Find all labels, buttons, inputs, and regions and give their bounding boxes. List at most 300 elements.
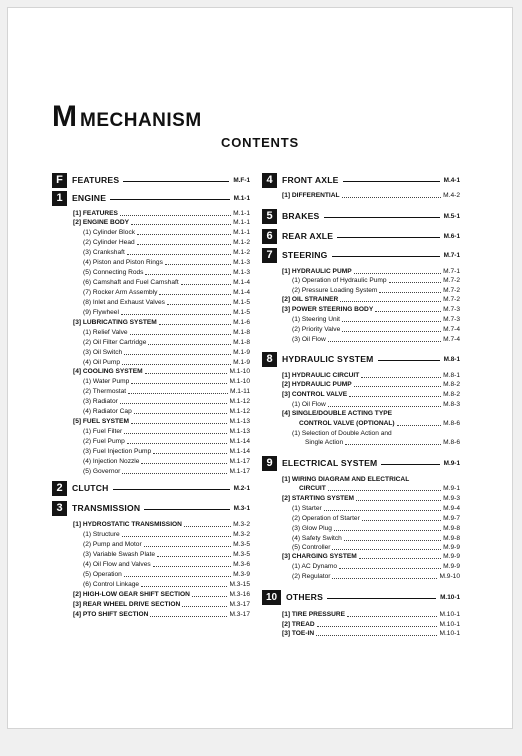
entry-label: [3] CHARGING SYSTEM — [282, 553, 357, 560]
entry-page-ref: M.8-6 — [443, 439, 460, 446]
toc-entry[interactable] — [83, 238, 250, 247]
entry-label: [4] COOLING SYSTEM — [73, 368, 143, 375]
toc-entry[interactable] — [292, 514, 460, 523]
entry-page-ref: M.1-5 — [233, 299, 250, 306]
toc-entry[interactable] — [282, 191, 460, 200]
entry-page-ref: M.9-8 — [443, 525, 460, 532]
section-number-badge: 2 — [52, 481, 67, 496]
toc-entry[interactable] — [83, 358, 250, 367]
dot-leader — [150, 616, 227, 617]
toc-entry[interactable] — [299, 484, 460, 493]
entry-page-ref: M.1-1 — [233, 219, 250, 226]
dot-leader — [159, 324, 231, 325]
toc-entry[interactable] — [282, 610, 460, 619]
section-page-ref: M.5-1 — [443, 212, 460, 220]
entry-label: (2) Regulator — [292, 573, 331, 580]
entry-page-ref: M.8-3 — [443, 401, 460, 408]
entry-label: (3) Glow Plug — [292, 525, 332, 532]
dot-leader — [127, 254, 231, 255]
entry-page-ref: M.7-3 — [443, 316, 460, 323]
toc-section[interactable] — [52, 500, 250, 516]
entry-label: (1) Cylinder Block — [83, 229, 136, 236]
entry-label: [1] TIRE PRESSURE — [282, 611, 346, 618]
section-page-ref: M.10-1 — [440, 593, 460, 601]
entry-page-ref: M.10-1 — [439, 611, 460, 618]
dot-leader — [361, 377, 441, 378]
entry-page-ref: M.1-12 — [229, 398, 250, 405]
section-page-ref: M.F-1 — [233, 176, 250, 184]
dot-leader — [157, 556, 231, 557]
dot-leader — [332, 549, 441, 550]
entry-page-ref: M.10-1 — [439, 621, 460, 628]
section-number-badge: 1 — [52, 191, 67, 206]
toc-entry[interactable] — [292, 524, 460, 533]
entry-page-ref: M.1-1 — [233, 229, 250, 236]
entry-page-ref: M.7-2 — [443, 296, 460, 303]
dot-leader — [131, 423, 228, 424]
dot-leader — [182, 606, 227, 607]
toc-section[interactable] — [262, 228, 460, 244]
entry-page-ref: M.3-2 — [233, 531, 250, 538]
dot-leader — [192, 596, 228, 597]
toc-entry[interactable] — [83, 437, 250, 446]
section-title: ELECTRICAL SYSTEM — [282, 458, 378, 468]
section-number-badge: 9 — [262, 456, 277, 471]
section-title: FRONT AXLE — [282, 175, 339, 185]
toc-entry-text — [282, 475, 460, 484]
toc-section[interactable] — [52, 190, 250, 206]
dot-leader — [153, 566, 231, 567]
toc-entry[interactable] — [83, 397, 250, 406]
toc-entry[interactable] — [282, 371, 460, 380]
entry-label: (1) Starter — [292, 505, 322, 512]
entry-label: [1] WIRING DIAGRAM AND ELECTRICAL — [282, 476, 410, 483]
entry-page-ref: M.1-9 — [233, 359, 250, 366]
entry-page-ref: M.1-3 — [233, 259, 250, 266]
toc-entry-text — [292, 429, 460, 438]
leader-rule — [381, 464, 439, 465]
entry-label: [2] TREAD — [282, 621, 315, 628]
toc-entry[interactable] — [282, 494, 460, 503]
toc-section[interactable] — [262, 455, 460, 471]
entry-page-ref: M.9-3 — [443, 495, 460, 502]
dot-leader — [131, 224, 231, 225]
dot-leader — [342, 321, 441, 322]
dot-leader — [328, 341, 441, 342]
entry-page-ref: M.9-9 — [443, 544, 460, 551]
dot-leader — [332, 578, 437, 579]
entry-page-ref: M.1-10 — [229, 368, 250, 375]
leader-rule — [144, 509, 229, 510]
section-number-badge: F — [52, 173, 67, 188]
toc-entry[interactable] — [83, 540, 250, 549]
dot-leader — [121, 314, 231, 315]
entry-label: [3] LUBRICATING SYSTEM — [73, 319, 157, 326]
entry-page-ref: M.1-14 — [229, 438, 250, 445]
toc-entry[interactable] — [83, 298, 250, 307]
section-page-ref: M.7-1 — [443, 251, 460, 259]
toc-entry[interactable] — [83, 308, 250, 317]
entry-page-ref: M.1-5 — [233, 309, 250, 316]
dot-leader — [379, 292, 441, 293]
section-page-ref: M.4-1 — [443, 176, 460, 184]
entry-label: [1] HYDRAULIC CIRCUIT — [282, 372, 360, 379]
entry-label: [3] CONTROL VALVE — [282, 391, 348, 398]
entry-page-ref: M.1-4 — [233, 289, 250, 296]
entry-page-ref: M.9-8 — [443, 535, 460, 542]
entry-page-ref: M.1-2 — [233, 239, 250, 246]
dot-leader — [397, 425, 442, 426]
entry-label: (5) Connecting Rods — [83, 269, 144, 276]
entry-page-ref: M.3-5 — [233, 551, 250, 558]
toc-entry[interactable] — [83, 570, 250, 579]
entry-page-ref: M.1-8 — [233, 329, 250, 336]
dot-leader — [144, 546, 232, 547]
entry-label: [2] HIGH-LOW GEAR SHIFT SECTION — [73, 591, 190, 598]
dot-leader — [316, 635, 437, 636]
toc-entry[interactable] — [83, 427, 250, 436]
entry-label: (1) Oil Flow — [292, 401, 326, 408]
dot-leader — [131, 383, 227, 384]
dot-leader — [356, 500, 441, 501]
entry-page-ref: M.8-1 — [443, 372, 460, 379]
toc-section[interactable] — [52, 480, 250, 496]
toc-section[interactable] — [52, 172, 250, 188]
entry-page-ref: M.3-5 — [233, 541, 250, 548]
entry-page-ref: M.8-2 — [443, 381, 460, 388]
dot-leader — [120, 403, 228, 404]
entry-label: (1) Operation of Hydraulic Pump — [292, 277, 387, 284]
section-title: CLUTCH — [72, 483, 109, 493]
dot-leader — [362, 520, 441, 521]
toc-entry[interactable] — [83, 228, 250, 237]
entry-label: [1] HYDROSTATIC TRANSMISSION — [73, 521, 182, 528]
entry-page-ref: M.1-12 — [229, 408, 250, 415]
entry-label: (4) Oil Pump — [83, 359, 121, 366]
toc-entry[interactable] — [73, 520, 250, 529]
entry-label: [2] STARTING SYSTEM — [282, 495, 355, 502]
toc-entry[interactable] — [83, 268, 250, 277]
dot-leader — [359, 558, 441, 559]
entry-label: (4) Safety Switch — [292, 535, 342, 542]
leader-rule — [343, 181, 440, 182]
toc-section[interactable] — [262, 208, 460, 224]
dot-leader — [167, 304, 231, 305]
entry-label: [2] ENGINE BODY — [73, 219, 130, 226]
entry-label: [2] OIL STRAINER — [282, 296, 339, 303]
entry-label: (6) Control Linkage — [83, 581, 140, 588]
entry-page-ref: M.3-17 — [229, 611, 250, 618]
dot-leader — [328, 490, 441, 491]
toc-section[interactable] — [262, 589, 460, 605]
dot-leader — [324, 510, 441, 511]
entry-label: (6) Camshaft and Fuel Camshaft — [83, 279, 179, 286]
entry-page-ref: M.1-10 — [229, 378, 250, 385]
entry-label: (1) Fuel Filter — [83, 428, 123, 435]
section-title: STEERING — [282, 250, 328, 260]
entry-page-ref: M.7-2 — [443, 287, 460, 294]
entry-label: (2) Pressure Loading System — [292, 287, 378, 294]
toc-section[interactable] — [262, 172, 460, 188]
leader-rule — [337, 237, 440, 238]
section-number-badge: 7 — [262, 248, 277, 263]
dot-leader — [349, 396, 441, 397]
toc-entry[interactable] — [83, 387, 250, 396]
entry-label: (4) Radiator Cap — [83, 408, 132, 415]
toc-entry[interactable] — [83, 248, 250, 257]
dot-leader — [342, 197, 442, 198]
section-number-badge: 10 — [262, 590, 281, 605]
dot-leader — [165, 264, 231, 265]
entry-label: (5) Governor — [83, 468, 121, 475]
title-word: MECHANISM — [80, 110, 202, 131]
entry-page-ref: M.7-4 — [443, 326, 460, 333]
entry-label: (1) Structure — [83, 531, 120, 538]
toc-entry[interactable] — [83, 530, 250, 539]
dot-leader — [317, 626, 438, 627]
toc-entry[interactable] — [282, 380, 460, 389]
entry-label: [5] FUEL SYSTEM — [73, 418, 129, 425]
entry-label: (2) Priority Valve — [292, 326, 341, 333]
section-number-badge: 3 — [52, 501, 67, 516]
page-title — [52, 100, 202, 134]
toc-entry[interactable] — [282, 552, 460, 561]
entry-label: [1] DIFFERENTIAL — [282, 192, 340, 199]
entry-page-ref: M.8-2 — [443, 391, 460, 398]
toc-entry[interactable] — [83, 447, 250, 456]
dot-leader — [184, 526, 231, 527]
dot-leader — [120, 215, 231, 216]
entry-label: (8) Inlet and Exhaust Valves — [83, 299, 165, 306]
section-page-ref: M.8-1 — [443, 355, 460, 363]
dot-leader — [347, 616, 437, 617]
toc-section[interactable] — [262, 351, 460, 367]
toc-entry-text — [282, 409, 460, 418]
toc-entry[interactable] — [292, 400, 460, 409]
entry-page-ref: M.1-2 — [233, 249, 250, 256]
entry-page-ref: M.1-17 — [229, 468, 250, 475]
toc-entry[interactable] — [83, 288, 250, 297]
entry-page-ref: M.1-13 — [229, 428, 250, 435]
entry-page-ref: M.3-16 — [229, 591, 250, 598]
entry-label: (3) Oil Switch — [83, 349, 123, 356]
toc-entry[interactable] — [282, 267, 460, 276]
toc-entry[interactable] — [73, 218, 250, 227]
toc-entry[interactable] — [83, 348, 250, 357]
entry-page-ref: M.3-15 — [229, 581, 250, 588]
toc-entry[interactable] — [83, 550, 250, 559]
toc-entry[interactable] — [83, 467, 250, 476]
entry-page-ref: M.4-2 — [443, 192, 460, 199]
entry-page-ref: M.1-13 — [229, 418, 250, 425]
entry-label: (2) Oil Filter Cartridge — [83, 339, 147, 346]
toc-section[interactable] — [262, 247, 460, 263]
entry-page-ref: M.9-9 — [443, 563, 460, 570]
entry-label: [2] HYDRAULIC PUMP — [282, 381, 352, 388]
dot-leader — [128, 393, 228, 394]
entry-page-ref: M.1-9 — [233, 349, 250, 356]
dot-leader — [124, 576, 231, 577]
dot-leader — [137, 244, 231, 245]
entry-label: (2) Pump and Motor — [83, 541, 142, 548]
leader-rule — [327, 598, 436, 599]
entry-page-ref: M.3-17 — [229, 601, 250, 608]
leader-rule — [123, 181, 229, 182]
entry-label: (1) Selection of Double Action and — [292, 430, 392, 437]
toc-entry[interactable] — [73, 318, 250, 327]
entry-page-ref: M.1-11 — [229, 388, 250, 395]
dot-leader — [181, 284, 231, 285]
toc-entry[interactable] — [282, 620, 460, 629]
entry-label: (1) Steering Unit — [292, 316, 341, 323]
entry-page-ref: M.3-6 — [233, 561, 250, 568]
entry-label: [3] REAR WHEEL DRIVE SECTION — [73, 601, 181, 608]
entry-label: (2) Cylinder Head — [83, 239, 135, 246]
toc-entry[interactable] — [83, 407, 250, 416]
entry-page-ref: M.1-6 — [233, 319, 250, 326]
dot-leader — [339, 568, 441, 569]
toc-entry[interactable] — [73, 209, 250, 218]
section-title: TRANSMISSION — [72, 503, 141, 513]
entry-label: (2) Operation of Starter — [292, 515, 360, 522]
dot-leader — [127, 443, 228, 444]
entry-page-ref: M.1-1 — [233, 210, 250, 217]
toc-entry[interactable] — [83, 457, 250, 466]
leader-rule — [332, 256, 440, 257]
dot-leader — [148, 344, 231, 345]
toc-entry[interactable] — [83, 377, 250, 386]
toc-entry[interactable] — [83, 580, 250, 589]
dot-leader — [389, 282, 442, 283]
entry-page-ref: M.9-4 — [443, 505, 460, 512]
toc-entry[interactable] — [292, 504, 460, 513]
leader-rule — [113, 489, 230, 490]
dot-leader — [340, 301, 441, 302]
entry-page-ref: M.1-4 — [233, 279, 250, 286]
section-page-ref: M.1-1 — [233, 194, 250, 202]
entry-page-ref: M.3-2 — [233, 521, 250, 528]
dot-leader — [141, 586, 227, 587]
section-page-ref: M.6-1 — [443, 232, 460, 240]
toc-entry[interactable] — [83, 560, 250, 569]
entry-label: [4] PTO SHIFT SECTION — [73, 611, 149, 618]
toc-entry[interactable] — [292, 534, 460, 543]
toc-entry[interactable] — [292, 572, 460, 581]
entry-page-ref: M.10-1 — [439, 630, 460, 637]
entry-label: (3) Variable Swash Plate — [83, 551, 156, 558]
section-number-badge: 4 — [262, 173, 277, 188]
entry-label: [4] SINGLE/DOUBLE ACTING TYPE — [282, 410, 393, 417]
leader-rule — [110, 199, 230, 200]
toc-entry[interactable] — [282, 305, 460, 314]
toc-entry[interactable] — [292, 335, 460, 344]
dot-leader — [342, 331, 441, 332]
dot-leader — [334, 530, 441, 531]
contents-heading: CONTENTS — [221, 135, 299, 150]
entry-page-ref: M.1-14 — [229, 448, 250, 455]
toc-entry[interactable] — [292, 543, 460, 552]
entry-label: [1] FEATURES — [73, 210, 118, 217]
entry-page-ref: M.1-17 — [229, 458, 250, 465]
toc-entry[interactable] — [292, 286, 460, 295]
entry-page-ref: M.9-10 — [439, 573, 460, 580]
section-title: REAR AXLE — [282, 231, 334, 241]
entry-label: (3) Fuel Injection Pump — [83, 448, 152, 455]
toc-entry[interactable] — [282, 629, 460, 638]
toc-entry[interactable] — [73, 600, 250, 609]
entry-label: (9) Flywheel — [83, 309, 119, 316]
dot-leader — [145, 373, 228, 374]
dot-leader — [122, 473, 227, 474]
dot-leader — [153, 453, 227, 454]
dot-leader — [328, 406, 441, 407]
entry-label: (2) Thermostat — [83, 388, 127, 395]
toc-entry[interactable] — [83, 338, 250, 347]
entry-label: (4) Injection Nozzle — [83, 458, 140, 465]
toc-entry[interactable] — [282, 390, 460, 399]
section-page-ref: M.3-1 — [233, 504, 250, 512]
dot-leader — [124, 433, 227, 434]
section-title: ENGINE — [72, 193, 107, 203]
toc-entry[interactable] — [83, 278, 250, 287]
dot-leader — [137, 234, 231, 235]
toc-entry[interactable] — [299, 419, 460, 428]
section-number-badge: 5 — [262, 209, 277, 224]
section-title: BRAKES — [282, 211, 320, 221]
title-letter: M — [52, 100, 76, 133]
dot-leader — [375, 311, 441, 312]
dot-leader — [124, 354, 231, 355]
entry-label: (2) Fuel Pump — [83, 438, 125, 445]
toc-entry[interactable] — [292, 325, 460, 334]
section-title: FEATURES — [72, 175, 120, 185]
entry-label: (5) Operation — [83, 571, 122, 578]
toc-entry[interactable] — [73, 367, 250, 376]
entry-page-ref: M.7-4 — [443, 336, 460, 343]
entry-label: CIRCUIT — [299, 485, 326, 492]
entry-label: (7) Rocker Arm Assembly — [83, 289, 158, 296]
entry-page-ref: M.7-2 — [443, 277, 460, 284]
toc-entry[interactable] — [73, 590, 250, 599]
toc-entry[interactable] — [305, 438, 460, 447]
dot-leader — [130, 334, 232, 335]
dot-leader — [159, 294, 231, 295]
toc-entry[interactable] — [292, 315, 460, 324]
entry-page-ref: M.1-3 — [233, 269, 250, 276]
section-title: OTHERS — [286, 592, 324, 602]
entry-page-ref: M.9-1 — [443, 485, 460, 492]
entry-label: CONTROL VALVE (OPTIONAL) — [299, 420, 395, 427]
dot-leader — [344, 540, 441, 541]
dot-leader — [141, 463, 227, 464]
section-page-ref: M.9-1 — [443, 459, 460, 467]
entry-label: (5) Controller — [292, 544, 331, 551]
toc-entry[interactable] — [292, 562, 460, 571]
toc-entry[interactable] — [292, 276, 460, 285]
entry-label: Single Action — [305, 439, 344, 446]
toc-entry[interactable] — [73, 610, 250, 619]
dot-leader — [345, 444, 441, 445]
toc-entry[interactable] — [282, 295, 460, 304]
entry-label: (3) Crankshaft — [83, 249, 125, 256]
toc-entry[interactable] — [83, 328, 250, 337]
entry-label: (4) Oil Flow and Valves — [83, 561, 151, 568]
entry-page-ref: M.8-6 — [443, 420, 460, 427]
entry-label: (3) Radiator — [83, 398, 118, 405]
toc-entry[interactable] — [83, 258, 250, 267]
leader-rule — [378, 360, 440, 361]
toc-entry[interactable] — [73, 417, 250, 426]
